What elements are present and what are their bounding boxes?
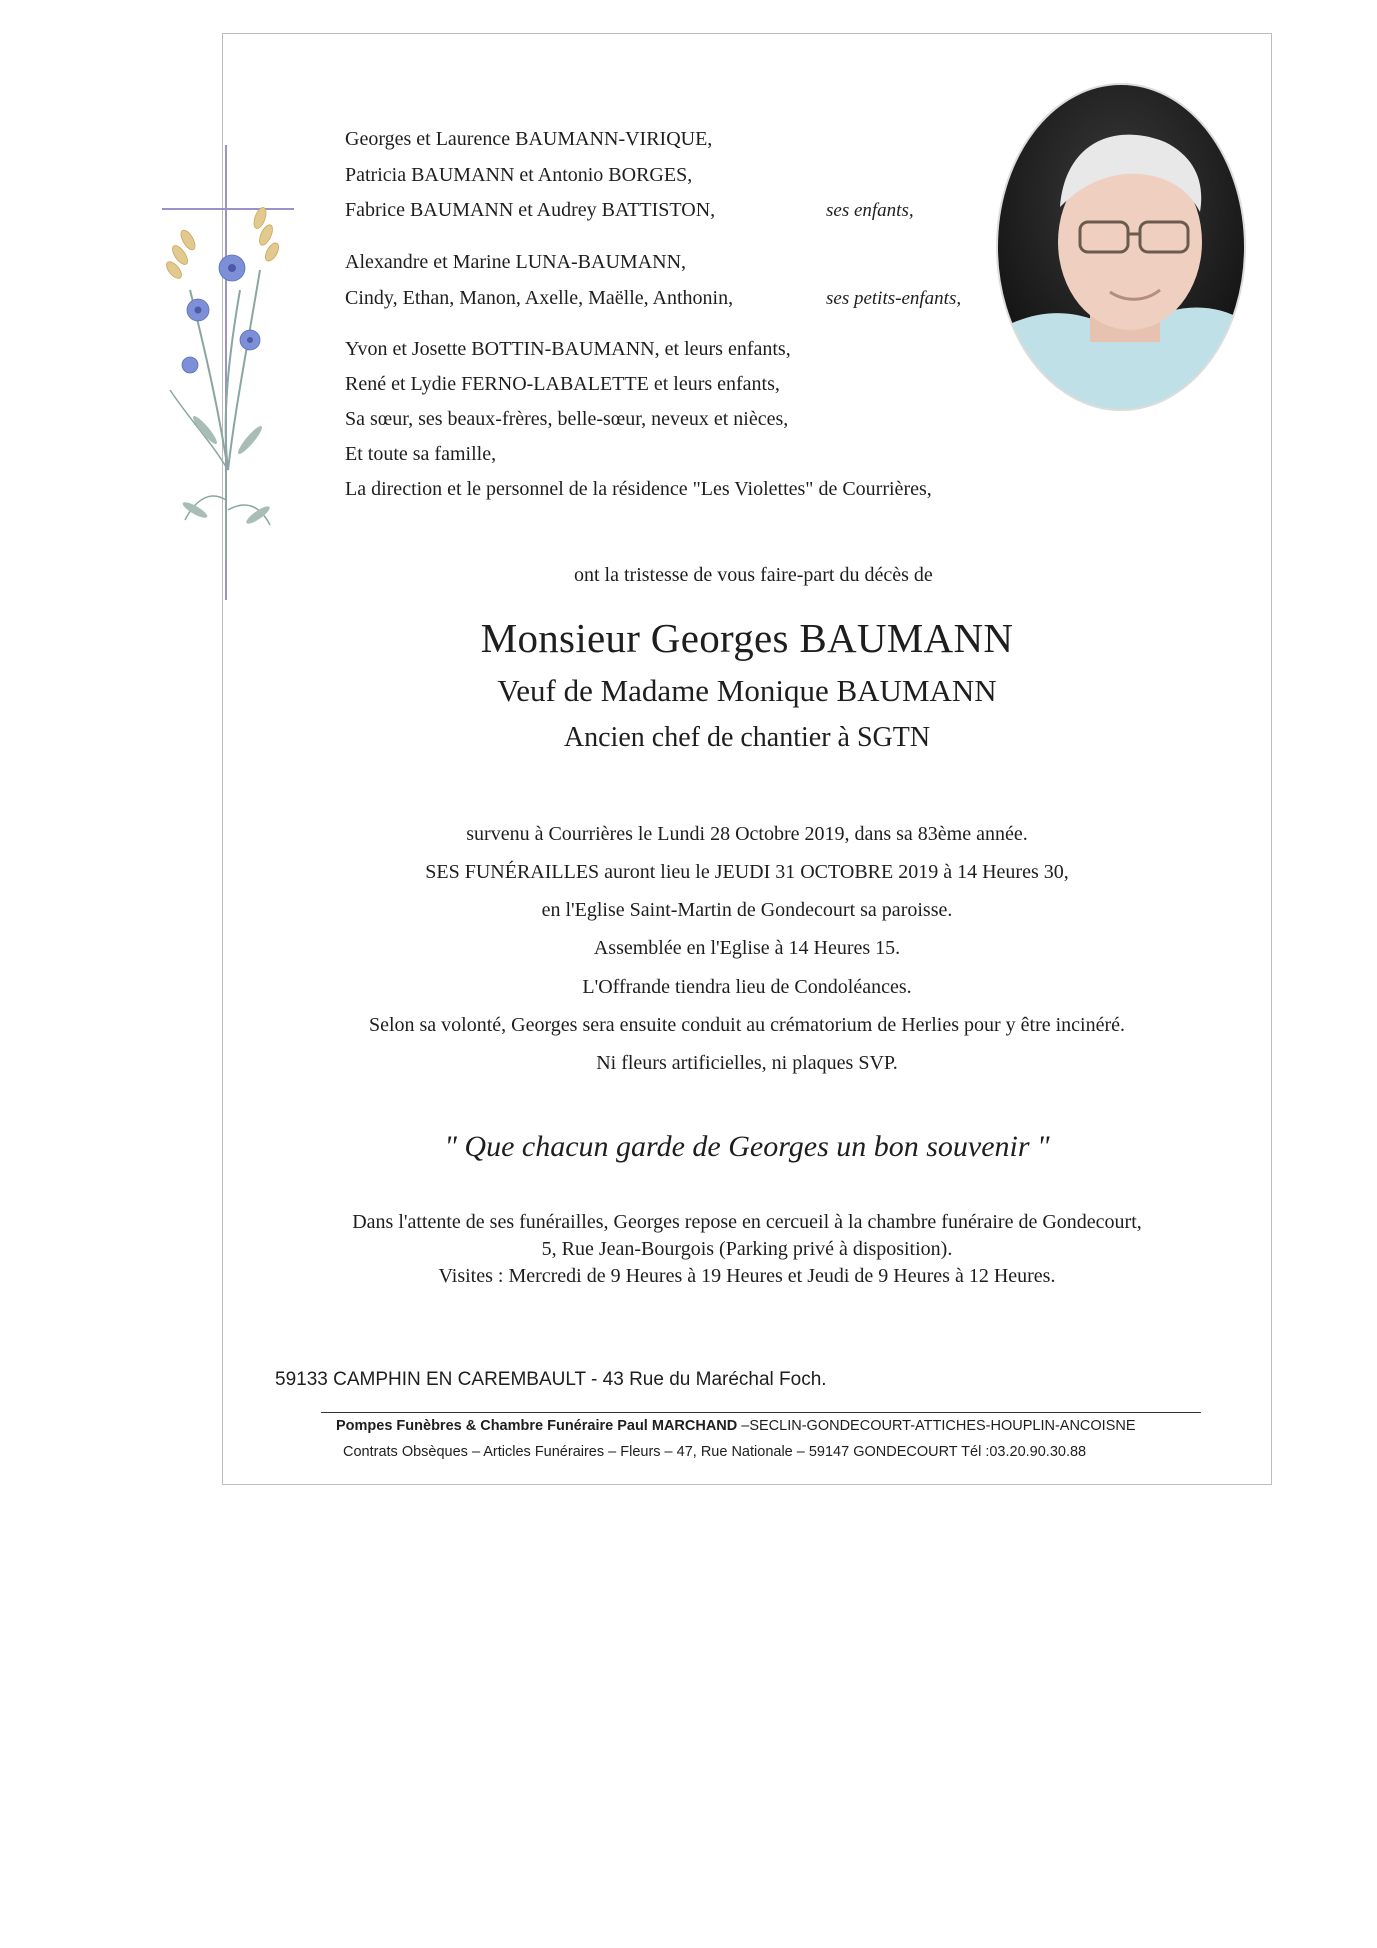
deceased-name: Monsieur Georges BAUMANN — [480, 615, 1014, 661]
portrait-photo — [995, 82, 1247, 412]
funeral-home-name: Pompes Funèbres & Chambre Funéraire Paul MARCHAND — [336, 1418, 738, 1434]
footer-address: 59133 CAMPHIN EN CAREMBAULT - 43 Rue du Maréchal Foch. — [275, 1369, 827, 1390]
visitation-line: Visites : Mercredi de 9 Heures à 19 Heures et Jeudi de 9 Heures à 12 Heures. — [438, 1265, 1056, 1287]
grandchildren-role: ses petits-enfants, — [826, 288, 962, 309]
family-line: Sa sœur, ses beaux-frères, belle-sœur, neveux et nièces, — [345, 408, 789, 430]
announcement-text: ont la tristesse de vous faire-part du décès de — [574, 564, 933, 586]
detail-line: Selon sa volonté, Georges sera ensuite conduit au crématorium de Herlies pour y être incinéré. — [368, 1014, 1126, 1036]
family-line: Georges et Laurence BAUMANN-VIRIQUE, — [345, 128, 713, 150]
funeral-home-locations: –SECLIN-GONDECOURT-ATTICHES-HOUPLIN-ANCOISNE — [737, 1418, 1136, 1434]
memorial-quote: " Que chacun garde de Georges un bon souvenir " — [444, 1130, 1050, 1163]
cross-horizontal-bar — [162, 208, 294, 210]
detail-line: L'Offrande tiendra lieu de Condoléances. — [582, 976, 912, 998]
family-line: René et Lydie FERNO-LABALETTE et leurs enfants, — [345, 373, 780, 395]
funeral-home-services: Contrats Obsèques – Articles Funéraires – Fleurs – 47, Rue Nationale – 59147 GONDECOURT Tél :03.20.90.30.88 — [343, 1444, 1087, 1460]
detail-line: Assemblée en l'Eglise à 14 Heures 15. — [593, 937, 901, 959]
footer-divider — [321, 1412, 1201, 1413]
children-role: ses enfants, — [826, 200, 914, 221]
cross-flower-decoration — [150, 140, 300, 600]
detail-line: SES FUNÉRAILLES auront lieu le JEUDI 31 OCTOBRE 2019 à 14 Heures 30, — [425, 861, 1069, 883]
detail-line: survenu à Courrières le Lundi 28 Octobre 2019, dans sa 83ème année. — [466, 823, 1028, 845]
deceased-occupation: Ancien chef de chantier à SGTN — [563, 722, 931, 753]
detail-line: Ni fleurs artificielles, ni plaques SVP. — [596, 1052, 898, 1074]
family-line: Et toute sa famille, — [345, 443, 497, 465]
family-line: Alexandre et Marine LUNA-BAUMANN, — [345, 251, 687, 273]
family-line: Yvon et Josette BOTTIN-BAUMANN, et leurs enfants, — [345, 338, 791, 360]
detail-line: en l'Eglise Saint-Martin de Gondecourt sa paroisse. — [541, 899, 953, 921]
family-line: La direction et le personnel de la résidence "Les Violettes" de Courrières, — [345, 478, 932, 500]
deceased-widower: Veuf de Madame Monique BAUMANN — [497, 673, 997, 708]
visitation-line: Dans l'attente de ses funérailles, Georges repose en cercueil à la chambre funéraire de Gondecourt, — [352, 1211, 1142, 1233]
visitation-line: 5, Rue Jean-Bourgois (Parking privé à disposition). — [541, 1238, 953, 1260]
family-line: Patricia BAUMANN et Antonio BORGES, — [345, 164, 693, 186]
funeral-home-line — [336, 1418, 1136, 1434]
family-line: Cindy, Ethan, Manon, Axelle, Maëlle, Anthonin, — [345, 287, 734, 309]
family-line: Fabrice BAUMANN et Audrey BATTISTON, — [345, 199, 716, 221]
